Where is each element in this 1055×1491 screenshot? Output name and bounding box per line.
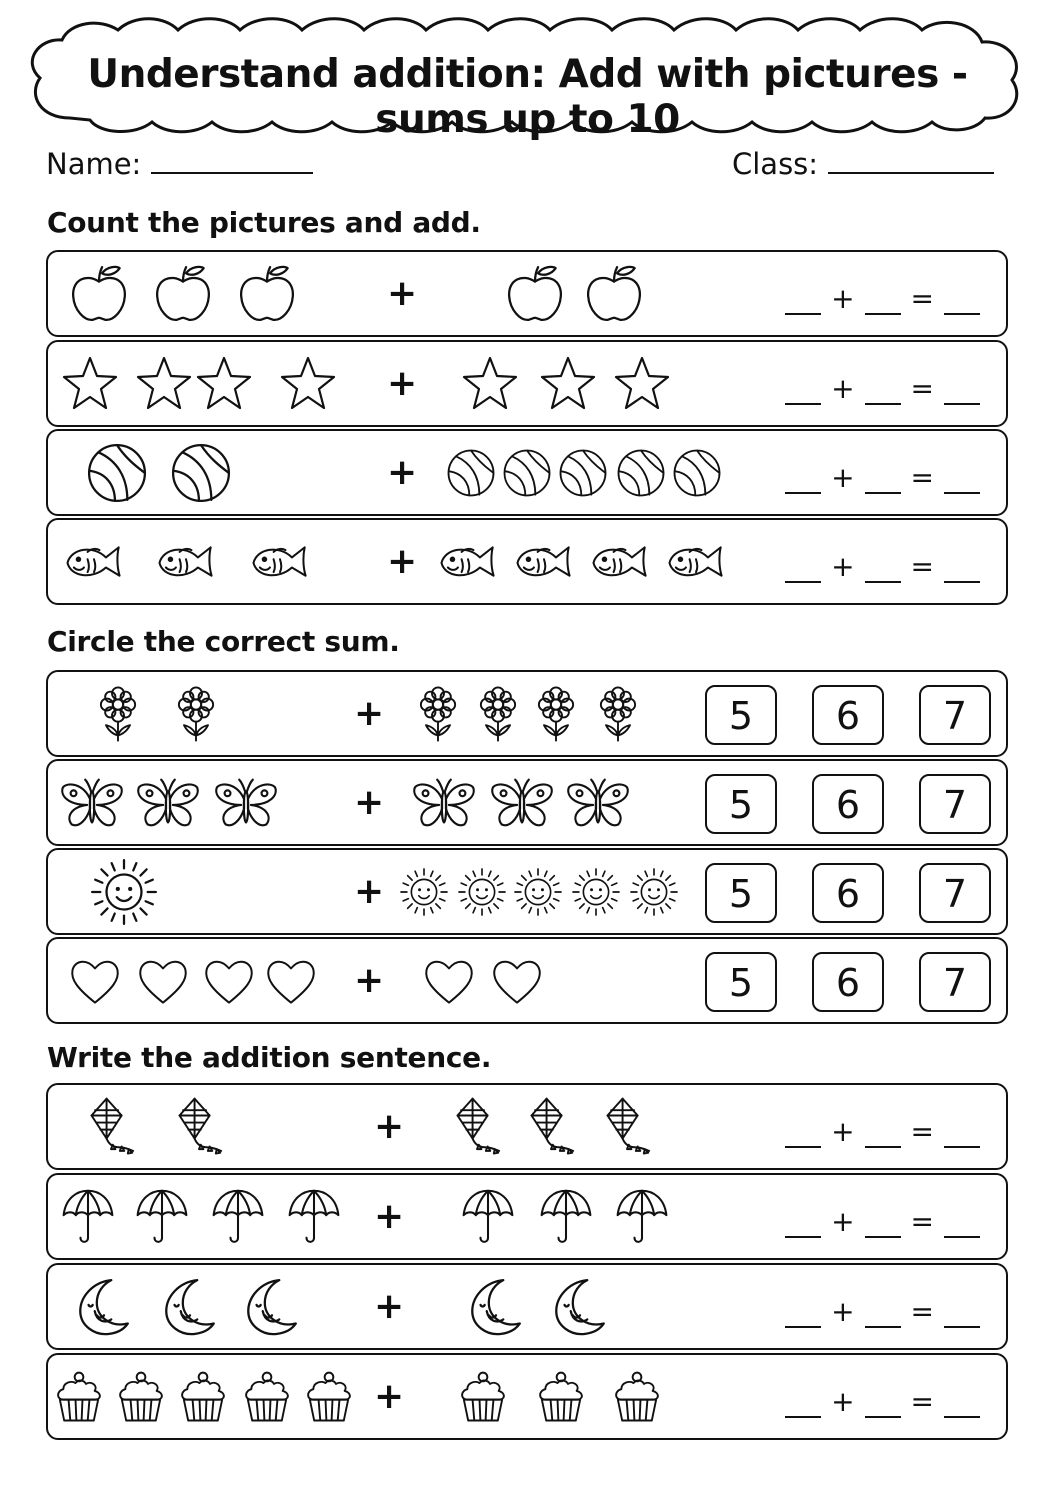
star-icon — [134, 354, 194, 414]
apple-icon — [152, 263, 214, 325]
moon-icon — [158, 1276, 220, 1338]
addition-sentence-blanks — [775, 461, 980, 494]
fish-icon — [62, 530, 126, 594]
equals-symbol: = — [910, 372, 934, 405]
sum-option-7[interactable]: 7 — [919, 863, 991, 923]
apple-icon — [504, 263, 566, 325]
flower-icon — [526, 684, 586, 744]
sum-option-6[interactable]: 6 — [812, 774, 884, 834]
fish-icon — [154, 530, 218, 594]
worksheet-title: Understand addition: Add with pictures - sums up to 10 — [87, 52, 968, 142]
plus-sign: + — [354, 871, 385, 912]
sun-icon — [456, 866, 508, 918]
name-label: Name: — [46, 147, 142, 181]
addition-sentence-blanks — [775, 282, 980, 315]
ball-icon — [86, 442, 148, 504]
heart-icon — [136, 954, 190, 1008]
circle-row-suns — [46, 848, 1008, 935]
write-row-umbrellas — [46, 1173, 1008, 1260]
plus-sign: + — [354, 960, 385, 1001]
plus-sign: + — [387, 541, 418, 582]
plus-sign: + — [387, 452, 418, 493]
equals-symbol: = — [910, 1295, 934, 1328]
addition-sentence-blanks — [775, 550, 980, 583]
sum-blank[interactable] — [944, 1208, 980, 1238]
plus-symbol: + — [831, 1205, 855, 1238]
count-row-balls — [46, 429, 1008, 516]
equals-symbol: = — [910, 282, 934, 315]
addend-blank[interactable] — [865, 464, 901, 494]
addend-blank[interactable] — [785, 1298, 821, 1328]
sum-blank[interactable] — [944, 553, 980, 583]
star-icon — [60, 354, 120, 414]
apple-icon — [68, 263, 130, 325]
addend-blank[interactable] — [785, 553, 821, 583]
equals-symbol: = — [910, 1205, 934, 1238]
section-title-write: Write the addition sentence. — [47, 1041, 492, 1074]
kite-icon — [168, 1096, 230, 1158]
sum-option-5[interactable]: 5 — [705, 863, 777, 923]
fish-icon — [436, 530, 500, 594]
heart-icon — [264, 954, 318, 1008]
sum-option-6[interactable]: 6 — [812, 863, 884, 923]
plus-symbol: + — [831, 1295, 855, 1328]
fish-icon — [664, 530, 728, 594]
umbrella-icon — [208, 1187, 268, 1247]
equals-symbol: = — [910, 461, 934, 494]
plus-symbol: + — [831, 1385, 855, 1418]
umbrella-icon — [612, 1187, 672, 1247]
name-input-line[interactable] — [151, 146, 313, 174]
count-row-stars — [46, 340, 1008, 427]
addend-blank[interactable] — [865, 1388, 901, 1418]
addend-blank[interactable] — [785, 285, 821, 315]
apple-icon — [236, 263, 298, 325]
cupcake-icon — [176, 1370, 230, 1424]
umbrella-icon — [58, 1187, 118, 1247]
ball-icon — [446, 448, 496, 498]
plus-sign: + — [374, 1106, 405, 1147]
sum-blank[interactable] — [944, 1388, 980, 1418]
moon-icon — [72, 1276, 134, 1338]
plus-sign: + — [374, 1376, 405, 1417]
plus-symbol: + — [831, 372, 855, 405]
write-row-kites — [46, 1083, 1008, 1170]
count-row-apples — [46, 250, 1008, 337]
sum-option-5[interactable]: 5 — [705, 952, 777, 1012]
butterfly-icon — [564, 769, 632, 837]
sum-option-7[interactable]: 7 — [919, 685, 991, 745]
plus-sign: + — [387, 273, 418, 314]
plus-sign: + — [354, 693, 385, 734]
addend-blank[interactable] — [785, 464, 821, 494]
heart-icon — [68, 954, 122, 1008]
butterfly-icon — [58, 769, 126, 837]
equals-symbol: = — [910, 1385, 934, 1418]
cupcake-icon — [610, 1370, 664, 1424]
sum-option-5[interactable]: 5 — [705, 774, 777, 834]
kite-icon — [446, 1096, 508, 1158]
sum-blank[interactable] — [944, 1118, 980, 1148]
addition-sentence-blanks — [775, 1205, 980, 1238]
plus-sign: + — [374, 1286, 405, 1327]
star-icon — [538, 354, 598, 414]
moon-icon — [548, 1276, 610, 1338]
equals-symbol: = — [910, 1115, 934, 1148]
ball-icon — [558, 448, 608, 498]
heart-icon — [490, 954, 544, 1008]
circle-row-butterflies — [46, 759, 1008, 846]
butterfly-icon — [212, 769, 280, 837]
name-field — [46, 146, 313, 181]
sum-blank[interactable] — [944, 285, 980, 315]
plus-symbol: + — [831, 550, 855, 583]
sun-icon — [570, 866, 622, 918]
fish-icon — [512, 530, 576, 594]
addend-blank[interactable] — [785, 1118, 821, 1148]
fish-icon — [588, 530, 652, 594]
addend-blank[interactable] — [785, 375, 821, 405]
section-title-count: Count the pictures and add. — [47, 206, 481, 239]
addend-blank[interactable] — [785, 1388, 821, 1418]
flower-icon — [408, 684, 468, 744]
class-field — [732, 146, 994, 181]
kite-icon — [596, 1096, 658, 1158]
sum-option-6[interactable]: 6 — [812, 685, 884, 745]
circle-row-flowers — [46, 670, 1008, 757]
ball-icon — [502, 448, 552, 498]
flower-icon — [588, 684, 648, 744]
apple-icon — [583, 263, 645, 325]
sum-option-6[interactable]: 6 — [812, 952, 884, 1012]
write-row-cupcakes — [46, 1353, 1008, 1440]
plus-symbol: + — [831, 1115, 855, 1148]
sun-icon — [398, 866, 450, 918]
ball-icon — [672, 448, 722, 498]
sun-icon — [88, 856, 160, 928]
fish-icon — [248, 530, 312, 594]
kite-icon — [520, 1096, 582, 1158]
flower-icon — [468, 684, 528, 744]
butterfly-icon — [488, 769, 556, 837]
star-icon — [194, 354, 254, 414]
plus-symbol: + — [831, 282, 855, 315]
umbrella-icon — [284, 1187, 344, 1247]
star-icon — [278, 354, 338, 414]
plus-sign: + — [354, 782, 385, 823]
heart-icon — [202, 954, 256, 1008]
section-title-circle: Circle the correct sum. — [47, 625, 400, 658]
addend-blank[interactable] — [785, 1208, 821, 1238]
sum-option-7[interactable]: 7 — [919, 774, 991, 834]
star-icon — [612, 354, 672, 414]
sum-option-5[interactable]: 5 — [705, 685, 777, 745]
umbrella-icon — [536, 1187, 596, 1247]
addition-sentence-blanks — [775, 1295, 980, 1328]
plus-sign: + — [387, 363, 418, 404]
kite-icon — [80, 1096, 142, 1158]
addition-sentence-blanks — [775, 1115, 980, 1148]
cupcake-icon — [52, 1370, 106, 1424]
flower-icon — [166, 684, 226, 744]
sum-blank[interactable] — [944, 1298, 980, 1328]
flower-icon — [88, 684, 148, 744]
sum-option-7[interactable]: 7 — [919, 952, 991, 1012]
butterfly-icon — [134, 769, 202, 837]
circle-row-hearts — [46, 937, 1008, 1024]
addend-blank[interactable] — [865, 375, 901, 405]
moon-icon — [464, 1276, 526, 1338]
sun-icon — [512, 866, 564, 918]
star-icon — [460, 354, 520, 414]
addend-blank[interactable] — [865, 285, 901, 315]
class-label: Class: — [732, 147, 819, 181]
sun-icon — [628, 866, 680, 918]
addend-blank[interactable] — [865, 1118, 901, 1148]
addend-blank[interactable] — [865, 1208, 901, 1238]
count-row-fish — [46, 518, 1008, 605]
class-input-line[interactable] — [828, 146, 994, 174]
ball-icon — [616, 448, 666, 498]
addend-blank[interactable] — [865, 553, 901, 583]
sum-blank[interactable] — [944, 464, 980, 494]
plus-symbol: + — [831, 461, 855, 494]
cupcake-icon — [240, 1370, 294, 1424]
addition-sentence-blanks — [775, 372, 980, 405]
equals-symbol: = — [910, 550, 934, 583]
plus-sign: + — [374, 1196, 405, 1237]
cupcake-icon — [114, 1370, 168, 1424]
sum-blank[interactable] — [944, 375, 980, 405]
umbrella-icon — [458, 1187, 518, 1247]
cupcake-icon — [302, 1370, 356, 1424]
ball-icon — [170, 442, 232, 504]
umbrella-icon — [132, 1187, 192, 1247]
cupcake-icon — [456, 1370, 510, 1424]
heart-icon — [422, 954, 476, 1008]
cupcake-icon — [534, 1370, 588, 1424]
addend-blank[interactable] — [865, 1298, 901, 1328]
write-row-moons — [46, 1263, 1008, 1350]
butterfly-icon — [410, 769, 478, 837]
addition-sentence-blanks — [775, 1385, 980, 1418]
moon-icon — [240, 1276, 302, 1338]
